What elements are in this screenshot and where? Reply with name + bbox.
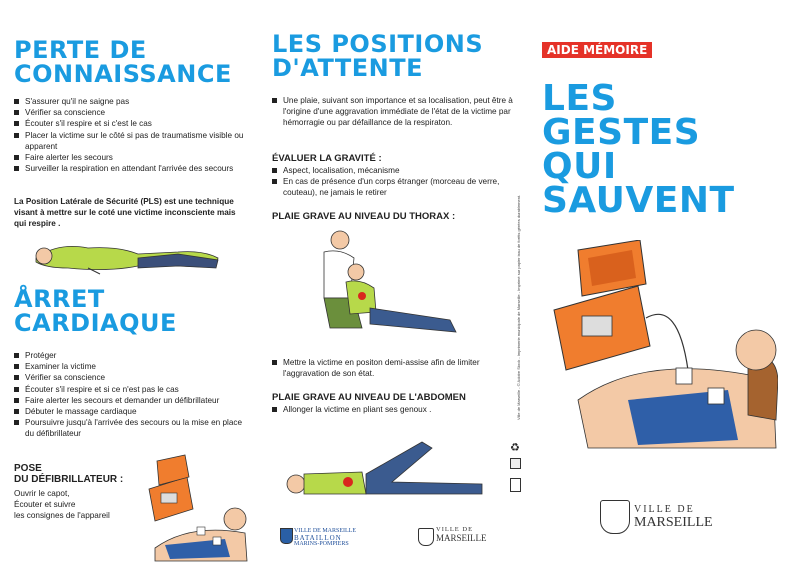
title-arret-cardiaque bbox=[14, 287, 254, 335]
list-perte-connaissance bbox=[14, 96, 244, 174]
pls-text: La Position Latérale de Sécurité (PLS) est une technique visant à mettre sur le coté une victime inconsciente mais qui respire . bbox=[14, 197, 236, 229]
title-line: D'ATTENTE bbox=[272, 54, 424, 82]
pose-line: les consignes de l'appareil bbox=[14, 511, 110, 521]
title-line: CARDIAQUE bbox=[14, 309, 177, 337]
list-item: Faire alerter les secours et demander un défibrillateur bbox=[14, 395, 250, 406]
list-item: Allonger la victime en pliant ses genoux . bbox=[272, 404, 512, 415]
title-line: PERTE DE bbox=[14, 36, 147, 64]
defibrillator-small-illustration bbox=[135, 453, 250, 563]
list-item: Poursuivre jusqu'à l'arrivée des secours ou la mise en place du défibrillateur bbox=[14, 417, 250, 439]
logo-line: MARSEILLE bbox=[634, 515, 713, 530]
logo-line: MARINS-POMPIERS bbox=[294, 541, 349, 547]
list-item: Faire alerter les secours bbox=[14, 152, 244, 163]
list-item: En cas de présence d'un corps étranger (morceau de verre, couteau), ne jamais le retirer bbox=[272, 176, 508, 198]
list-item: S'assurer qu'il ne saigne pas bbox=[14, 96, 244, 107]
logo-line: VILLE DE bbox=[436, 526, 474, 533]
printer-icon bbox=[510, 458, 521, 469]
logo-text bbox=[634, 504, 713, 531]
list-item: Surveiller la respiration en attendant l'arrivée des secours bbox=[14, 163, 244, 174]
defibrillator-large-illustration bbox=[548, 240, 778, 450]
logo-line: VILLE DE bbox=[634, 504, 695, 515]
abdomen-illustration bbox=[282, 432, 492, 502]
pose-text bbox=[14, 488, 144, 522]
aide-memoire-badge: AIDE MÉMOIRE bbox=[542, 42, 652, 58]
list-item: Protéger bbox=[14, 350, 250, 361]
paper-icon bbox=[510, 478, 521, 492]
thorax-list bbox=[272, 357, 518, 379]
crest-icon bbox=[280, 528, 293, 544]
logo-line: VILLE DE MARSEILLE bbox=[294, 528, 356, 534]
title-line: ÅRRET bbox=[14, 285, 105, 313]
list-item: Écouter s'il respire et si ce n'est pas le cas bbox=[14, 384, 250, 395]
pose-line: Écouter et suivre bbox=[14, 500, 76, 510]
title-positions-attente bbox=[272, 32, 522, 80]
list-item: Examiner la victime bbox=[14, 361, 250, 372]
eval-list bbox=[272, 165, 508, 199]
list-arret-cardiaque bbox=[14, 350, 250, 440]
list-item: Débuter le massage cardiaque bbox=[14, 406, 250, 417]
pose-title bbox=[14, 463, 123, 485]
pls-illustration bbox=[28, 228, 228, 276]
pose-title-line: DU DÉFIBRILLATEUR : bbox=[14, 474, 124, 485]
abdomen-title: PLAIE GRAVE AU NIVEAU DE L'ABDOMEN bbox=[272, 392, 466, 403]
title-line: LES POSITIONS bbox=[272, 30, 484, 58]
list-item: Aspect, localisation, mécanisme bbox=[272, 165, 508, 176]
intro-list bbox=[272, 95, 520, 129]
list-item: Mettre la victime en positon demi-assise afin de limiter l'aggravation de son état. bbox=[272, 357, 518, 379]
abdomen-list bbox=[272, 404, 512, 415]
logo-line: MARSEILLE bbox=[436, 533, 487, 543]
title-perte-connaissance bbox=[14, 38, 254, 86]
main-title-line: QUI bbox=[542, 146, 617, 187]
logo-line: BATAILLON bbox=[294, 533, 342, 542]
main-title-line: GESTES bbox=[542, 112, 701, 153]
list-item: Écouter s'il respire et si c'est le cas bbox=[14, 118, 244, 129]
intro-text: Une plaie, suivant son importance et sa localisation, peut être à l'origine d'une aggravation immédiate de l'état de la victime par hémorragie ou par défaillance de la respiraton. bbox=[272, 95, 520, 129]
list-item: Vérifier sa conscience bbox=[14, 372, 250, 383]
title-line: CONNAISSANCE bbox=[14, 60, 232, 88]
eval-title: ÉVALUER LA GRAVITÉ : bbox=[272, 153, 382, 164]
logo-text bbox=[436, 526, 487, 543]
crest-icon bbox=[600, 500, 630, 534]
crest-icon bbox=[418, 528, 434, 546]
recycle-icon: ♻ bbox=[510, 442, 520, 454]
pose-title-line: POSE bbox=[14, 463, 42, 474]
list-item: Vérifier sa conscience bbox=[14, 107, 244, 118]
thorax-title: PLAIE GRAVE AU NIVEAU DU THORAX : bbox=[272, 211, 456, 222]
main-title-line: LES bbox=[542, 78, 617, 119]
main-title-line: SAUVENT bbox=[542, 180, 735, 221]
list-item: Placer la victime sur le côté si pas de traumatisme visible ou apparent bbox=[14, 130, 244, 152]
logo-text bbox=[294, 528, 356, 548]
main-title bbox=[542, 78, 735, 221]
vertical-imprint: Ville de Marseille - © Adobe Stock - Imprimerie municipale de Marseille - Imprimé sur papier issu de forêts gérées durablement. bbox=[516, 194, 521, 420]
pose-line: Ouvrir le capot, bbox=[14, 489, 70, 498]
thorax-illustration bbox=[310, 228, 460, 348]
